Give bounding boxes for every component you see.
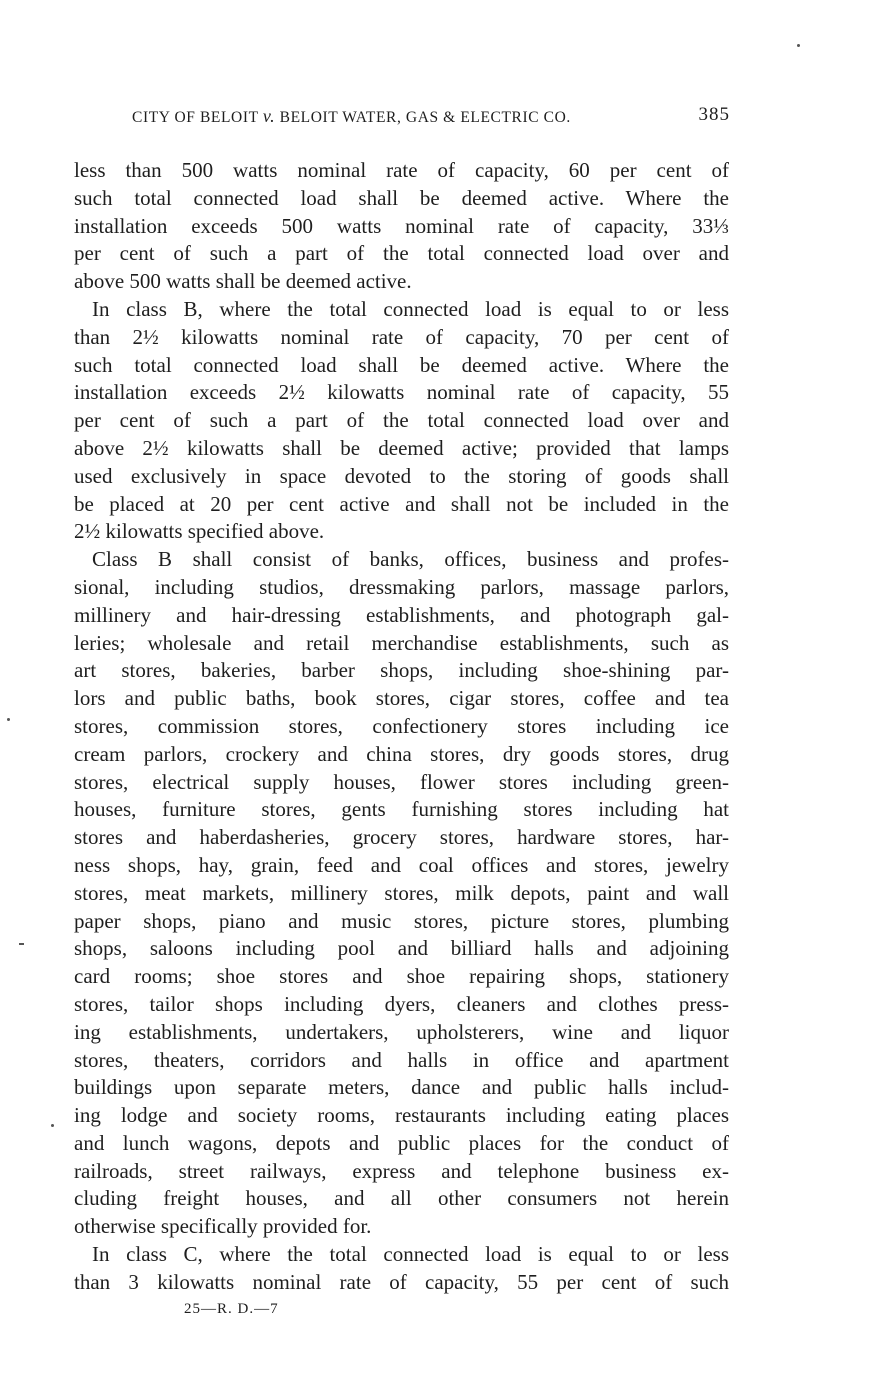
text-line: ing establishments, undertakers, upholsterers, wine and liquor (74, 1019, 729, 1044)
text-line: ing lodge and society rooms, restaurants including eating places (74, 1103, 729, 1128)
text-line: per cent of such a part of the total connected load over and (74, 408, 729, 433)
text-line: above 500 watts shall be deemed active. (74, 269, 412, 294)
text-line: cream parlors, crockery and china stores, dry goods stores, drug (74, 741, 729, 766)
text-line: paper shops, piano and music stores, picture stores, plumbing (74, 908, 729, 933)
running-title-left: CITY OF BELOIT (132, 109, 263, 126)
text-line: shops, saloons including pool and billiard halls and adjoining (74, 936, 729, 961)
text-line: stores, tailor shops including dyers, cleaners and clothes press- (74, 991, 729, 1016)
running-title (132, 106, 571, 127)
scan-speck (51, 1124, 54, 1127)
text-line: and lunch wagons, depots and public places for the conduct of (74, 1130, 729, 1155)
text-line: stores, electrical supply houses, flower stores including green- (74, 769, 729, 794)
text-line: be placed at 20 per cent active and shall not be included in the (74, 491, 729, 516)
text-line: railroads, street railways, express and telephone business ex- (74, 1158, 729, 1183)
text-line: buildings upon separate meters, dance and public halls includ- (74, 1075, 729, 1100)
text-line: less than 500 watts nominal rate of capacity, 60 per cent of (74, 158, 729, 182)
text-line: art stores, bakeries, barber shops, including shoe-shining par- (74, 658, 729, 683)
text-line: houses, furniture stores, gents furnishing stores including hat (74, 797, 729, 822)
running-title-versus: v. (262, 106, 276, 126)
text-line: cluding freight houses, and all other consumers not herein (74, 1186, 729, 1211)
body-text (74, 157, 729, 1297)
text-line: than 3 kilowatts nominal rate of capacity, 55 per cent of such (74, 1269, 729, 1294)
text-line: In class B, where the total connected load is equal to or less (92, 296, 729, 321)
text-line: otherwise specifically provided for. (74, 1214, 372, 1239)
text-line: stores, theaters, corridors and halls in office and apartment (74, 1047, 729, 1072)
text-line: card rooms; shoe stores and shoe repairing shops, stationery (74, 964, 729, 989)
page-number: 385 (698, 104, 730, 125)
signature-mark: 25—R. D.—7 (184, 1301, 279, 1317)
text-line: In class C, where the total connected load is equal to or less (92, 1242, 729, 1267)
scan-speck (797, 44, 800, 47)
text-line: installation exceeds 500 watts nominal rate of capacity, 33⅓ (74, 213, 729, 238)
text-line: stores, meat markets, millinery stores, milk depots, paint and wall (74, 880, 729, 905)
text-line: lors and public baths, book stores, cigar stores, coffee and tea (74, 686, 729, 711)
text-line: used exclusively in space devoted to the storing of goods shall (74, 463, 729, 488)
text-line: Class B shall consist of banks, offices, business and profes- (92, 547, 729, 572)
text-line: stores, commission stores, confectionery stores including ice (74, 713, 729, 738)
text-line: sional, including studios, dressmaking parlors, massage parlors, (74, 574, 729, 599)
text-line: installation exceeds 2½ kilowatts nominal rate of capacity, 55 (74, 380, 729, 405)
text-line: ness shops, hay, grain, feed and coal offices and stores, jewelry (74, 852, 729, 877)
text-line: 2½ kilowatts specified above. (74, 519, 325, 544)
scan-speck (19, 943, 24, 945)
text-line: such total connected load shall be deemed active. Where the (74, 185, 729, 210)
running-head (74, 106, 730, 132)
text-line: millinery and hair-dressing establishments, and photograph gal- (74, 602, 729, 627)
text-line: above 2½ kilowatts shall be deemed active; provided that lamps (74, 435, 729, 460)
text-line: than 2½ kilowatts nominal rate of capacity, 70 per cent of (74, 324, 729, 349)
scan-speck (7, 718, 10, 721)
text-line: stores and haberdasheries, grocery stores, hardware stores, har- (74, 825, 729, 850)
running-title-right: BELOIT WATER, GAS & ELECTRIC CO. (275, 109, 571, 126)
text-line: per cent of such a part of the total connected load over and (74, 241, 729, 266)
text-line: such total connected load shall be deemed active. Where the (74, 352, 729, 377)
text-line: leries; wholesale and retail merchandise establishments, such as (74, 630, 729, 655)
